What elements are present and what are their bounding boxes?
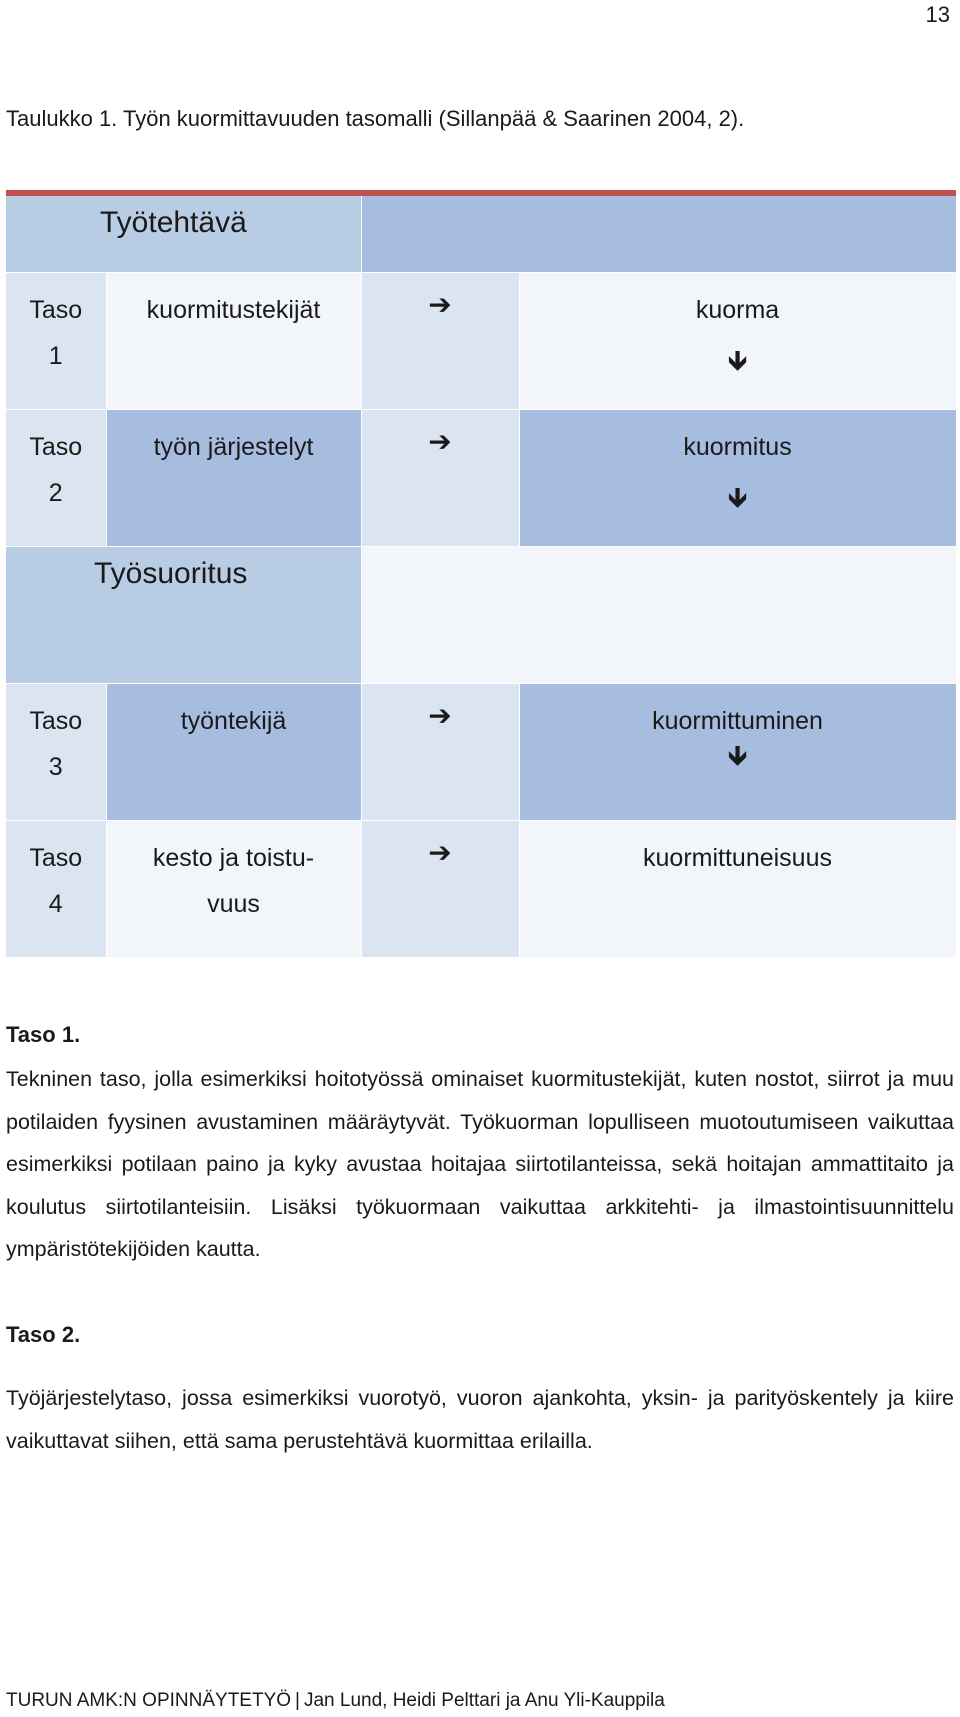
factor-text: kuormitustekijät xyxy=(146,296,321,324)
footer-authors: Jan Lund, Heidi Pelttari ja Anu Yli-Kauppila xyxy=(303,1690,665,1711)
section-header-tyotehtava xyxy=(6,196,361,273)
factor-cell-4 xyxy=(106,821,361,958)
factor-cell-2 xyxy=(106,410,361,547)
taso-label: Taso 3 xyxy=(29,707,83,781)
result-cell-3 xyxy=(519,684,956,821)
section-header-empty xyxy=(361,196,956,273)
factor-text: kesto ja toistu- vuus xyxy=(152,844,315,918)
taso-cell-2 xyxy=(6,410,106,547)
down-arrow-icon: 🡻 xyxy=(727,482,748,513)
arrow-cell-1 xyxy=(361,273,519,410)
arrow-cell-3 xyxy=(361,684,519,821)
right-arrow-icon: ➔ xyxy=(428,289,452,320)
result-text: kuormitus xyxy=(683,433,792,461)
paragraph-taso-2: Työjärjestelytaso, jossa esimerkiksi vuorotyö, vuoron ajankohta, yksin- ja parityöskentely ja kiire vaikuttavat siihen, että sama perustehtävä kuormittaa erilailla. xyxy=(6,1386,954,1453)
factor-cell-1 xyxy=(106,273,361,410)
taso-cell-3 xyxy=(6,684,106,821)
paragraph-taso-1: Tekninen taso, jolla esimerkiksi hoitotyössä ominaiset kuormitustekijät, kuten nostot, siirrot ja muu potilaiden fyysinen avustaminen määräytyvät. Työkuorman lopulliseen muotoutumiseen vaikuttaa esimerkiksi potilaan paino ja kyky avustaa hoitajaa siirtotilanteissa, sekä hoitajan ammattitaito ja koulutus siirtotilanteisiin. Lisäksi työkuormaan vaikuttaa arkkitehti- ja ilmastointisuunnittelu ympäristötekijöiden kautta. xyxy=(6,1067,954,1261)
section-header-empty xyxy=(361,547,956,684)
result-text: kuormittuneisuus xyxy=(643,844,832,872)
result-cell-4 xyxy=(519,821,956,958)
section-heading-taso-2: Taso 2. xyxy=(6,1322,81,1347)
level-model-table xyxy=(6,190,956,958)
taso-label: Taso 4 xyxy=(29,844,83,918)
taso-label: Taso 1 xyxy=(29,296,83,370)
down-arrow-icon: 🡻 xyxy=(727,345,748,376)
footer xyxy=(6,1690,665,1712)
taso-cell-1 xyxy=(6,273,106,410)
down-arrow-icon: 🡻 xyxy=(727,740,748,771)
factor-cell-3 xyxy=(106,684,361,821)
factor-text: työntekijä xyxy=(180,707,287,735)
footer-school: TURUN AMK:N OPINNÄYTETYÖ xyxy=(6,1690,292,1711)
section-title: Työtehtävä xyxy=(100,206,247,239)
factor-text: työn järjestelyt xyxy=(153,433,314,461)
arrow-cell-4 xyxy=(361,821,519,958)
result-text: kuormittuminen xyxy=(652,707,823,735)
footer-separator: | xyxy=(295,1690,300,1711)
section-heading-taso-1: Taso 1. xyxy=(6,1022,81,1047)
page-number: 13 xyxy=(925,2,950,27)
taso-cell-4 xyxy=(6,821,106,958)
taso-label: Taso 2 xyxy=(29,433,83,507)
right-arrow-icon: ➔ xyxy=(428,700,452,731)
section-title: Työsuoritus xyxy=(94,557,248,590)
right-arrow-icon: ➔ xyxy=(428,426,452,457)
result-cell-2 xyxy=(519,410,956,547)
arrow-cell-2 xyxy=(361,410,519,547)
result-text: kuorma xyxy=(695,296,780,324)
section-header-tyosuoritus xyxy=(6,547,361,684)
table-caption: Taulukko 1. Työn kuormittavuuden tasomalli (Sillanpää & Saarinen 2004, 2). xyxy=(6,106,745,131)
result-cell-1 xyxy=(519,273,956,410)
right-arrow-icon: ➔ xyxy=(428,837,452,868)
